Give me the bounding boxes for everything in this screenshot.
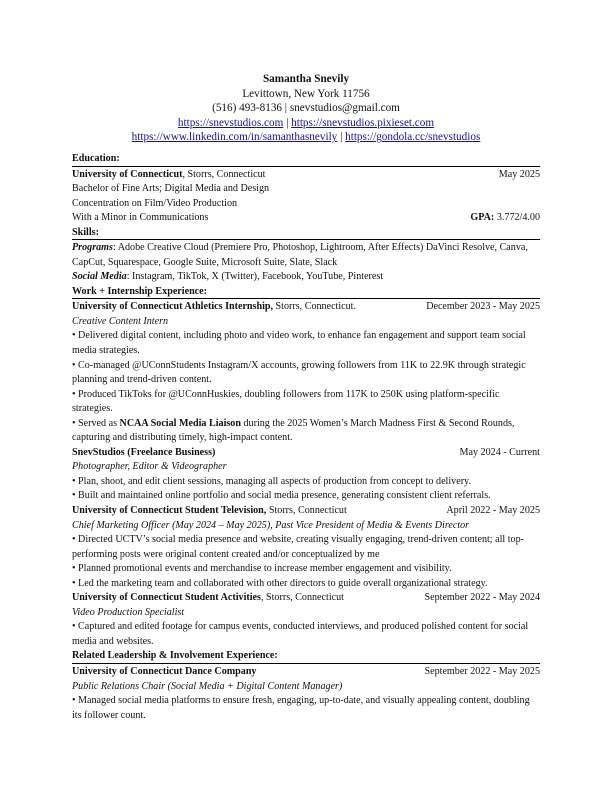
social-label: Social Media — [72, 271, 127, 283]
leadership-date: September 2022 - May 2025 — [424, 665, 540, 677]
gpa-label: GPA: — [470, 212, 495, 224]
website-link[interactable]: https://snevstudios.com — [177, 116, 284, 129]
leadership-title-row — [72, 665, 540, 680]
job-org: University of Connecticut Student Television, — [72, 504, 267, 516]
job-bullet: • Planned promotional events and merchandise to increase member engagement and visibility. — [72, 563, 452, 575]
job-bullet: • Led the marketing team and collaborated with other directors to guide overall organizational strategy. — [72, 577, 488, 589]
work-heading: Work + Internship Experience: — [72, 285, 540, 300]
job-bullet — [72, 417, 540, 446]
school-name: University of Connecticut — [72, 168, 183, 180]
job-date: September 2022 - May 2024 — [424, 592, 540, 604]
resume-header — [0, 72, 612, 145]
job-role: Photographer, Editor & Videographer — [72, 461, 227, 473]
degree-line: Bachelor of Fine Arts; Digital Media and Design — [72, 183, 270, 195]
candidate-name: Samantha Snevily — [262, 73, 350, 85]
social-skills — [72, 270, 540, 285]
job-org: University of Connecticut Student Activities — [72, 592, 261, 604]
minor-gpa-row — [72, 211, 540, 226]
job-org: University of Connecticut Athletics Internship, — [72, 301, 274, 313]
school-location: , Storrs, Connecticut — [182, 168, 266, 180]
job-role: Creative Content Intern — [72, 315, 169, 327]
job-location: , Storrs, Connecticut — [260, 592, 344, 604]
gondola-link[interactable]: https://gondola.cc/snevstudios — [345, 131, 481, 144]
job-bullet: • Co-managed @UConnStudents Instagram/X accounts, growing followers from 11K to 22.9K through strategic planning and trend-driven content. — [72, 359, 526, 386]
education-heading: Education: — [72, 152, 540, 167]
links-row-1 — [0, 116, 612, 131]
programs-label: Programs — [72, 242, 113, 254]
job-title-row — [72, 300, 540, 315]
job-bullet: • Built and maintained online portfolio and social media presence, generating consistent client referrals. — [72, 490, 491, 502]
leadership-bullet: • Managed social media platforms to ensure fresh, engaging, up-to-date, and visually appealing content, doubling its follower count. — [72, 695, 530, 721]
job-role: Chief Marketing Officer (May 2024 – May 2025), Past Vice President of Media & Events Director — [72, 519, 470, 531]
programs-text: : Adobe Creative Cloud (Premiere Pro, Photoshop, Lightroom, After Effects) DaVinci Resolve, Canva, CapCut, Squarespace, Google Suite, Microsoft Suite, Slate, Slack — [72, 242, 528, 268]
job-date: May 2024 - Current — [459, 446, 540, 458]
bullet-text: • Served as — [72, 417, 120, 429]
job-snevstudios — [72, 446, 540, 504]
job-title-row — [72, 446, 540, 461]
bullet-text: during the 2025 Women’s March Madness First & Second Rounds, capturing and distributing timely, high-impact content. — [72, 417, 515, 444]
linkedin-link[interactable]: https://www.linkedin.com/in/samanthasnevily — [131, 131, 338, 144]
programs-skills — [72, 241, 540, 270]
job-location: Storrs, Connecticut. — [273, 301, 357, 313]
job-bullet: • Plan, shoot, and edit client sessions, managing all aspects of production from concept to delivery. — [72, 475, 471, 487]
job-location: Storrs, Connecticut — [266, 504, 347, 516]
leadership-org: University of Connecticut Dance Company — [72, 665, 257, 677]
gpa-value: 3.772/4.00 — [494, 212, 540, 224]
links-row-2 — [0, 130, 612, 145]
job-role: Video Production Specialist — [72, 606, 185, 618]
job-org: SnevStudios (Freelance Business) — [72, 446, 216, 458]
social-text: : Instagram, TikTok, X (Twitter), Facebook, YouTube, Pinterest — [126, 271, 384, 283]
job-bullet: • Produced TikToks for @UConnHuskies, doubling followers from 117K to 250K using platform-specific strategies. — [72, 388, 500, 415]
education-school-row — [72, 168, 540, 183]
graduation-date: May 2025 — [498, 168, 540, 180]
minor-line: With a Minor in Communications — [72, 212, 209, 224]
job-uctv — [72, 504, 540, 591]
job-athletics — [72, 300, 540, 445]
liaison-role: NCAA Social Media Liaison — [119, 417, 241, 429]
leadership-heading: Related Leadership & Involvement Experience: — [72, 649, 540, 664]
resume-body — [72, 152, 540, 723]
candidate-contact: (516) 493-8136 | snevstudios@gmail.com — [212, 102, 400, 115]
candidate-location: Levittown, New York 11756 — [242, 87, 370, 100]
link-separator: | — [283, 116, 292, 129]
job-bullet: • Directed UCTV’s social media presence and website, creating visually engaging, trend-driven content; all top-performing posts were original content created and/or conceptualized by me — [72, 534, 524, 560]
job-date: April 2022 - May 2025 — [446, 504, 540, 516]
job-title-row — [72, 504, 540, 519]
pixieset-link[interactable]: https://snevstudios.pixieset.com — [291, 116, 435, 129]
concentration-line: Concentration on Film/Video Production — [72, 197, 238, 209]
job-bullet: • Captured and edited footage for campus events, conducted interviews, and produced polished content for social media and websites. — [72, 621, 529, 647]
job-student-activities — [72, 591, 540, 649]
job-title-row — [72, 591, 540, 606]
link-separator: | — [337, 131, 346, 144]
job-date: December 2023 - May 2025 — [426, 301, 540, 313]
job-bullet: • Delivered digital content, including photo and video work, to enhance fan engagement and support team social media strategies. — [72, 330, 526, 356]
skills-heading: Skills: — [72, 226, 540, 241]
leadership-role: Public Relations Chair (Social Media + Digital Content Manager) — [72, 680, 343, 692]
